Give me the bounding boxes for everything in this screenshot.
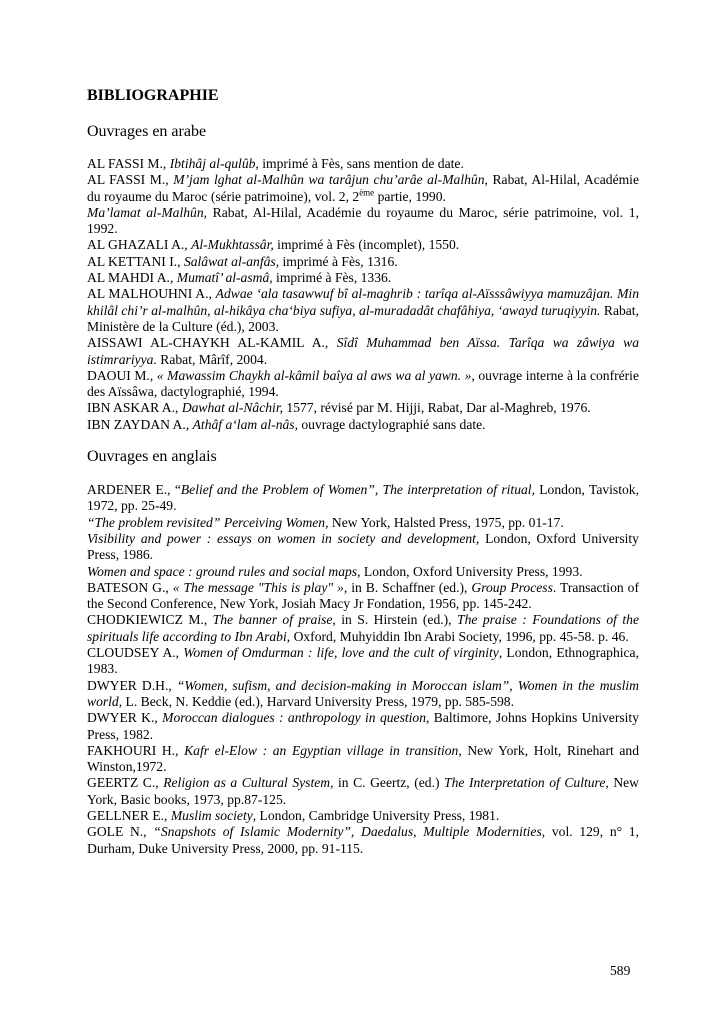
bibliography-entry	[87, 417, 639, 433]
bibliography-entry	[87, 580, 639, 613]
entry-title-italic: Ma’lamat al-Malhûn,	[87, 204, 208, 220]
entry-text: Rabat, Mârîf, 2004.	[156, 351, 268, 367]
english-works-list	[87, 482, 639, 857]
entry-text: CLOUDSEY A.,	[87, 645, 184, 661]
entry-text: in B. Schaffner (ed.),	[347, 579, 472, 595]
entry-text: imprimé à Fès, 1336.	[272, 270, 392, 286]
entry-text: London, Tavistok, 1972, pp. 25-49.	[87, 482, 639, 514]
entry-text: Rabat, Al-Hilal, Académie du royaume du Maroc (série patrimoine), vol. 2, 2	[87, 172, 639, 204]
bibliography-entry	[87, 808, 639, 824]
entry-text: London, Oxford University Press, 1986.	[87, 530, 639, 563]
entry-text: London, Oxford University Press, 1993.	[360, 563, 583, 579]
entry-text: ouvrage dactylographié sans date.	[297, 416, 486, 432]
bibliography-entry	[87, 515, 639, 531]
bibliography-entry	[87, 564, 639, 580]
entry-text: imprimé à Fès, sans mention de date.	[258, 156, 464, 171]
entry-text: , New York, Basic books, 1973, pp.87-125.	[87, 775, 639, 807]
section-heading-english: Ouvrages en anglais	[87, 448, 217, 466]
bibliography-entry	[87, 775, 639, 808]
section-heading-arabic: Ouvrages en arabe	[87, 123, 207, 140]
entry-text: DAOUI M.,	[87, 367, 157, 383]
entry-text: ème	[359, 187, 375, 198]
entry-title-italic: Athâf a‘lam al-nâs,	[192, 416, 298, 432]
entry-text: AL GHAZALI A.,	[87, 237, 192, 253]
entry-text: imprimé à Fès (incomplet), 1550.	[273, 237, 460, 253]
entry-text: DWYER K.,	[87, 710, 163, 726]
entry-title-italic: Multiple Modernities,	[423, 824, 546, 840]
entry-text: partie, 1990.	[374, 188, 446, 204]
entry-text: AISSAWI AL-CHAYKH AL-KAMIL A.,	[87, 335, 337, 351]
entry-text: . Transaction of the Second Conference, New York, Josiah Macy Jr Fondation, 1956, pp. 145-242.	[87, 579, 639, 612]
entry-title-italic: « The message "This is play" »,	[172, 579, 348, 595]
entry-text: imprimé à Fès, 1316.	[279, 253, 398, 269]
entry-text: FAKHOURI H.,	[87, 742, 185, 758]
bibliography-entry	[87, 612, 639, 645]
entry-text: AL MALHOUHNI A.,	[87, 286, 216, 302]
entry-title-italic: Group Process	[471, 579, 553, 595]
entry-text: vol. 129, n° 1, Durham, Duke University Press, 2000, pp. 91-115.	[87, 824, 639, 856]
bibliography-entry	[87, 678, 639, 711]
bibliography-entry	[87, 205, 639, 238]
entry-text: , Baltimore, Johns Hopkins University Press, 1982.	[87, 710, 639, 742]
entry-title-italic: The banner of praise	[212, 612, 333, 628]
bibliography-entry	[87, 824, 639, 857]
entry-text: CHODKIEWICZ M.,	[87, 612, 213, 628]
entry-text: ouvrage interne à la confrérie des Aïssâwa, dactylographié, 1994.	[87, 367, 639, 400]
page-title: BIBLIOGRAPHIE	[87, 87, 219, 104]
entry-text: New York, Halsted Press, 1975, pp. 01-17.	[328, 514, 564, 530]
entry-text: , London, Ethnographica, 1983.	[87, 645, 639, 677]
entry-title-italic: Women and space : ground rules and social maps,	[87, 563, 361, 579]
entry-title-italic: Dawhat al-Nâchir,	[181, 400, 284, 416]
bibliography-entry	[87, 156, 639, 172]
bibliography-entry	[87, 710, 639, 743]
page-number: 589	[610, 963, 631, 978]
entry-text: ARDENER E., “	[87, 482, 181, 498]
bibliography-entry	[87, 237, 639, 253]
entry-title-italic: Women of Omdurman : life, love and the cult of virginity	[183, 645, 499, 661]
entry-text: , New York, Holt, Rinehart and Winston,1972.	[87, 742, 640, 775]
entry-title-italic: The praise : Foundations of the spirituals life according to Ibn Arabi	[87, 612, 639, 644]
entry-title-italic: “Snapshots of Islamic Modernity”, Daedalus	[153, 824, 414, 840]
entry-text: Rabat, Al-Hilal, Académie du royaume du Maroc, série patrimoine, vol. 1, 1992.	[87, 204, 639, 237]
bibliography-entry	[87, 645, 639, 678]
bibliography-entry	[87, 531, 639, 564]
entry-text: GELLNER E.,	[87, 807, 171, 823]
entry-title-italic: The Interpretation of Culture	[444, 775, 606, 791]
bibliography-entry	[87, 270, 639, 286]
entry-text: AL KETTANI I.,	[87, 253, 184, 269]
bibliography-entry	[87, 335, 639, 368]
entry-text: DWYER D.H.,	[87, 677, 177, 693]
entry-text: 1577, révisé par M. Hijji, Rabat, Dar al-Maghreb, 1976.	[283, 400, 591, 416]
entry-title-italic: M’jam lghat al-Malhûn wa tarâjun chu’arâe al-Malhûn,	[173, 172, 488, 188]
bibliography-entry	[87, 368, 639, 401]
entry-text: IBN ZAYDAN A.,	[87, 416, 193, 432]
entry-title-italic: Ibtihâj al-qulûb,	[169, 156, 259, 171]
bibliography-entry	[87, 400, 639, 416]
bibliography-content	[87, 86, 639, 857]
entry-text: AL FASSI M.,	[87, 172, 174, 188]
entry-text: , Oxford, Muhyiddin Ibn Arabi Society, 1996, pp. 45-58. p. 46.	[286, 628, 629, 644]
bibliography-entry	[87, 286, 639, 335]
bibliography-entry	[87, 482, 639, 515]
bibliography-entry	[87, 254, 639, 270]
entry-title-italic: « Mawassim Chaykh al-kâmil baîya al aws wa al yawn. »,	[156, 367, 475, 383]
entry-title-italic: Al-Mukhtassâr,	[191, 237, 274, 253]
entry-title-italic: “Women, sufism, and decision-making in Moroccan islam”, Women in the muslim world	[87, 677, 639, 709]
entry-title-italic: Religion as a Cultural System	[163, 775, 331, 791]
entry-title-italic: “The problem revisited” Perceiving Women,	[87, 514, 329, 530]
bibliography-entry	[87, 172, 639, 205]
entry-title-italic: Moroccan dialogues : anthropology in question	[162, 710, 427, 726]
entry-text: , L. Beck, N. Keddie (ed.), Harvard University Press, 1979, pp. 585-598.	[118, 693, 515, 709]
entry-text: BATESON G.,	[87, 579, 173, 595]
entry-text: AL FASSI M.,	[87, 156, 170, 171]
entry-title-italic: Kafr el-Elow : an Egyptian village in transition	[184, 742, 459, 758]
entry-text: Rabat, Ministère de la Culture (éd.), 2003.	[87, 302, 639, 334]
arabic-works-list	[87, 156, 639, 433]
entry-text: , London, Cambridge University Press, 1981.	[252, 807, 500, 823]
entry-title-italic: Sîdî Muhammad ben Aïssa. Tarîqa wa zâwiya wa istimrariyya.	[87, 335, 639, 367]
entry-title-italic: Belief and the Problem of Women”, The interpretation of ritual,	[180, 482, 535, 498]
entry-text: AL MAHDI A.,	[87, 270, 177, 286]
entry-text: GEERTZ C.,	[87, 775, 164, 791]
entry-title-italic: Adwae ‘ala tasawwuf bî al-maghrib : tarîqa al-Aïsssâwiyya mamuzâjan. Min khilâl chi’r al-malhûn, al-hikâya cha‘biya sufiya, al-muradadât chafâhiya, ‘awayd turuqiyyin.	[87, 286, 639, 318]
bibliography-entry	[87, 743, 639, 776]
entry-title-italic: Salâwat al-anfâs,	[183, 253, 280, 269]
entry-text: GOLE N.,	[87, 824, 154, 840]
entry-text: ,	[413, 824, 424, 840]
entry-title-italic: Muslim society	[170, 807, 253, 823]
entry-title-italic: Mumatî’ al-asmâ,	[176, 270, 273, 286]
entry-text: , in C. Geertz, (ed.)	[330, 775, 445, 791]
entry-text: , in S. Hirstein (ed.),	[332, 612, 458, 628]
entry-text: IBN ASKAR A.,	[87, 400, 182, 416]
entry-title-italic: Visibility and power : essays on women in society and development,	[87, 530, 480, 546]
